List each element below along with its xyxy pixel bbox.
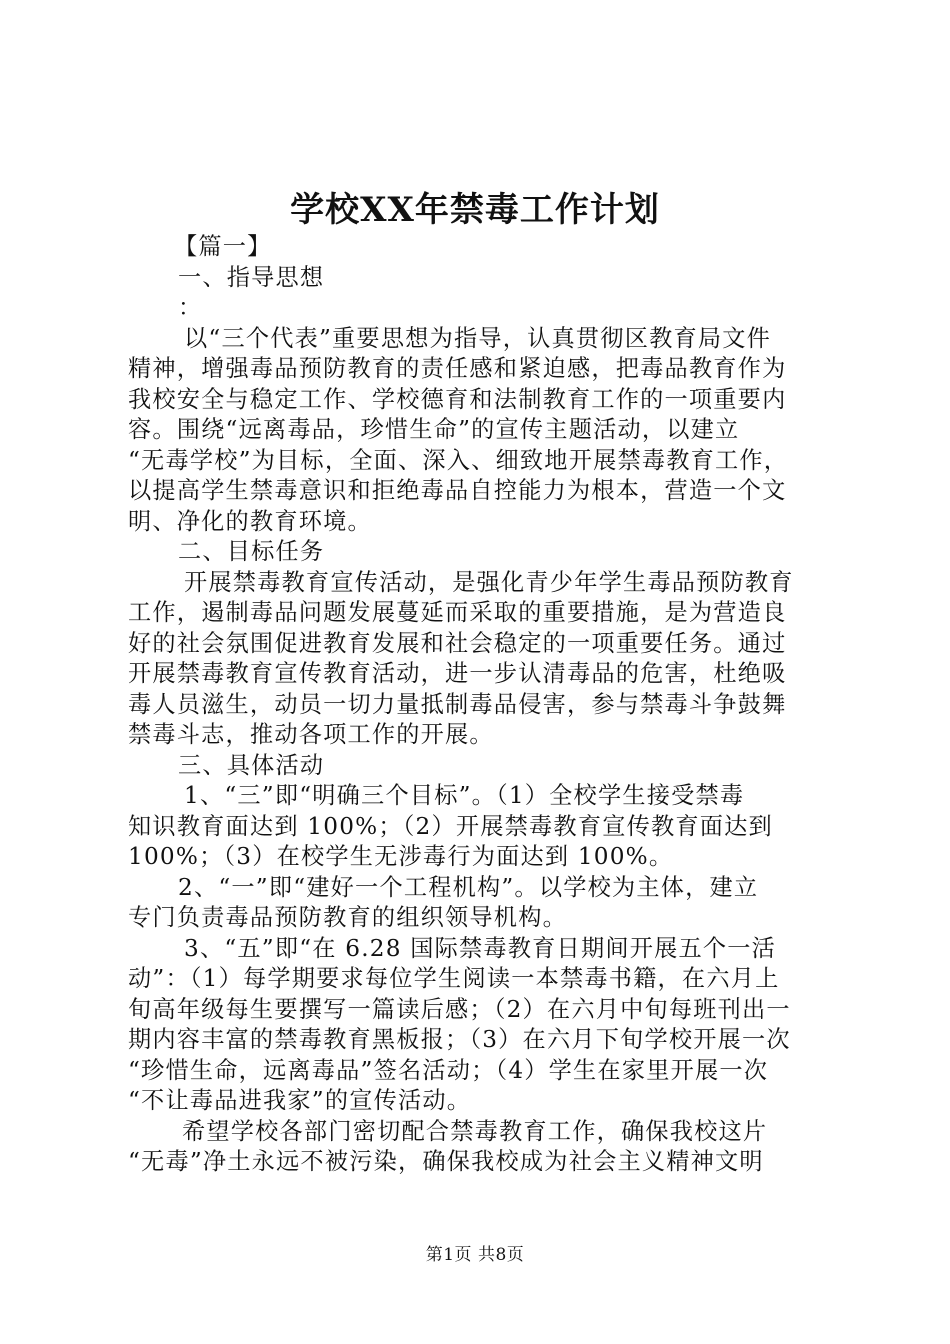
body-line: 精神，增强毒品预防教育的责任感和紧迫感，把毒品教育作为: [128, 355, 787, 382]
body-line: 以提高学生禁毒意识和拒绝毒品自控能力为根本，营造一个文: [128, 477, 787, 504]
body-line: 2、“一”即“建好一个工程机构”。以学校为主体，建立: [178, 873, 759, 901]
heading-guiding-thought: 一、指导思想: [178, 263, 325, 291]
body-line: ：: [178, 294, 203, 321]
body-line: 开展禁毒教育宣传活动，是强化青少年学生毒品预防教育: [184, 568, 794, 596]
body-line: 好的社会氛围促进教育发展和社会稳定的一项重要任务。通过: [128, 629, 787, 657]
body-line: “无毒”净土永远不被污染，确保我校成为社会主义精神文明: [128, 1148, 764, 1175]
body-line: 1、“三”即“明确三个目标”。（1）全校学生接受禁毒: [184, 782, 745, 809]
body-line: 动”：（1）每学期要求每位学生阅读一本禁毒书籍，在六月上: [128, 965, 780, 992]
body-line: “不让毒品进我家”的宣传活动。: [128, 1087, 472, 1114]
document-body: [128, 232, 828, 1178]
body-line: 旬高年级每生要撰写一篇读后感；（2）在六月中旬每班刊出一: [128, 995, 791, 1023]
body-line: 明、净化的教育环境。: [128, 507, 372, 535]
body-line: 专门负责毒品预防教育的组织领导机构。: [128, 904, 567, 931]
heading-activities: 三、具体活动: [178, 751, 325, 779]
page-number: 第1页 共8页: [425, 1245, 525, 1265]
body-line: 3、“五”即“在 6.28 国际禁毒教育日期间开展五个一活: [184, 934, 777, 962]
body-line: 开展禁毒教育宣传教育活动，进一步认清毒品的危害，杜绝吸: [128, 660, 787, 687]
body-line: 知识教育面达到 100%；（2）开展禁毒教育宣传教育面达到: [128, 812, 773, 840]
body-line: 工作，遏制毒品问题发展蔓延而采取的重要措施，是为营造良: [128, 599, 787, 626]
body-line: “珍惜生命，远离毒品”签名活动；（4）学生在家里开展一次: [128, 1056, 769, 1084]
document-title: 学校XX年禁毒工作计划: [290, 190, 660, 230]
body-line: 期内容丰富的禁毒教育黑板报；（3）在六月下旬学校开展一次: [128, 1026, 791, 1053]
body-line: “无毒学校”为目标，全面、深入、细致地开展禁毒教育工作，: [128, 446, 789, 474]
body-line: 希望学校各部门密切配合禁毒教育工作，确保我校这片: [182, 1117, 768, 1145]
body-line: 毒人员滋生，动员一切力量抵制毒品侵害，参与禁毒斗争鼓舞: [128, 690, 787, 718]
body-line: 100%；（3）在校学生无涉毒行为面达到 100%。: [128, 843, 674, 870]
body-line: 以“三个代表”重要思想为指导，认真贯彻区教育局文件: [184, 324, 772, 352]
heading-goals: 二、目标任务: [178, 538, 325, 565]
body-line: 我校安全与稳定工作、学校德育和法制教育工作的一项重要内: [128, 385, 787, 413]
body-line: 禁毒斗志，推动各项工作的开展。: [128, 721, 494, 748]
section-marker: 【篇一】: [174, 233, 272, 260]
body-line: 容。围绕“远离毒品，珍惜生命”的宣传主题活动，以建立: [128, 416, 740, 443]
